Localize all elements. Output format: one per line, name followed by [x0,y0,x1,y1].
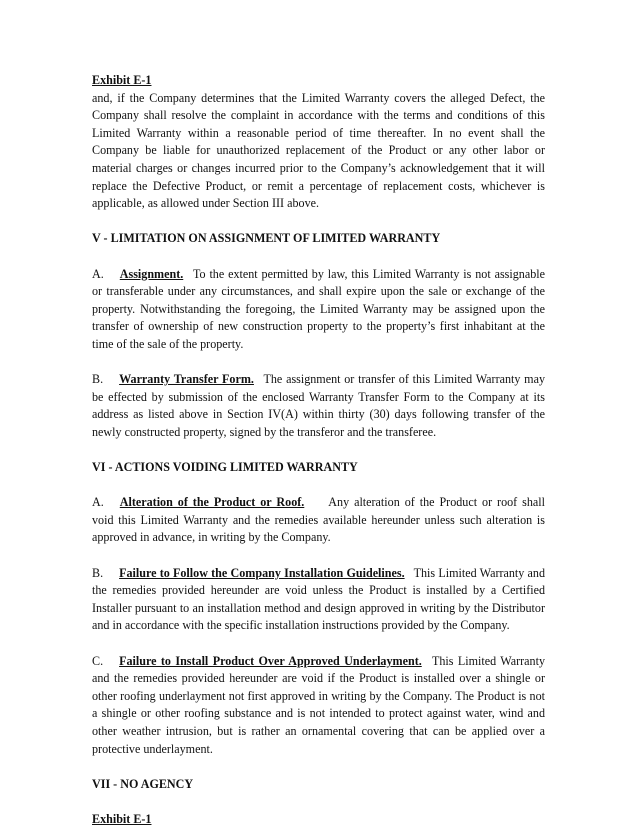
paragraph-text: To the extent permitted by law, this Limited Warranty is not assignable or transferable under any circumstances, and shall expire upon the sale or exchange of the property. Notwithstanding the foregoing, the Limited Warranty may be assigned upon the transfer of ownership of new construction property to the property’s first inhabitant at the time of the sale of the property. [92,266,545,351]
paragraph-heading: Failure to Install Product Over Approved Underlayment. [119,653,422,668]
spacer [92,213,545,231]
paragraph-text: This Limited Warranty and the remedies provided hereunder are void if the Product is installed over a shingle or other roofing underlayment not first approved in writing by the Company. The Product is not a shingle or other roofing substance and is not intended to protect against water, wind and other weather intrusion, but is rather an ornamental covering that can be applied over a protective underlayment. [92,653,545,756]
paragraph-heading: Warranty Transfer Form. [119,372,254,387]
paragraph-text: The assignment or transfer of this Limited Warranty may be effected by submission of the enclosed Warranty Transfer Form to the Company at its address as listed above in Section IV(A) within thirty (30) days following transfer of the newly constructed property, signed by the transferor and the transferee. [92,372,546,439]
exhibit-header: Exhibit E-1 [92,73,152,87]
section-v-title: V - LIMITATION ON ASSIGNMENT OF LIMITED WARRANTY [92,231,441,246]
paragraph-heading: Alteration of the Product or Roof. [119,495,305,510]
paragraph-prefix: B. [92,372,104,387]
spacer [92,635,545,653]
section-vi-paragraph-c [92,653,545,759]
paragraph-prefix: A. [92,266,104,281]
paragraph-heading: Failure to Follow the Company Installation Guidelines. [119,565,405,580]
document-page [92,72,545,829]
exhibit-footer: Exhibit E-1 [92,811,152,826]
section-v-paragraph-b [92,371,545,441]
spacer [92,248,545,266]
paragraph-text: This Limited Warranty and the remedies provided hereunder are void unless the Product is installed by a Certified Installer pursuant to an installation method and design approved in writing by the Distributor and in accordance with the specific installation instructions provided by the Company. [92,565,546,633]
intro-paragraph: and, if the Company determines that the Limited Warranty covers the alleged Defect, the Company shall resolve the complaint in accordance with the terms and conditions of this Limited Warranty within a reasonable period of time thereafter. In no event shall the Company be liable for unauthorized replacement of the Product or any other labor or material charges or changes incurred prior to the Company’s acknowledgement that it will replace the Defective Product, or remit a percentage of replacement costs, whichever is applicable, as allowed under Section III above. [92,90,545,211]
spacer [92,441,545,459]
spacer [92,547,545,565]
section-v-paragraph-a [92,266,545,354]
section-vi-paragraph-b [92,565,545,635]
paragraph-prefix: C. [92,653,104,668]
section-vi-paragraph-a [92,494,545,547]
section-vii-title: VII - NO AGENCY [92,776,194,791]
paragraph-prefix: A. [92,495,104,510]
paragraph-heading: Assignment. [119,266,184,281]
section-vi-title: VI - ACTIONS VOIDING LIMITED WARRANTY [92,460,358,475]
spacer [92,793,545,811]
spacer [92,477,545,495]
paragraph-prefix: B. [92,565,104,580]
spacer [92,758,545,776]
paragraph-text: Any alteration of the Product or roof shall void this Limited Warranty and the remedies available hereunder unless such alteration is approved in advance, in writing by the Company. [92,495,545,545]
spacer [92,354,545,372]
